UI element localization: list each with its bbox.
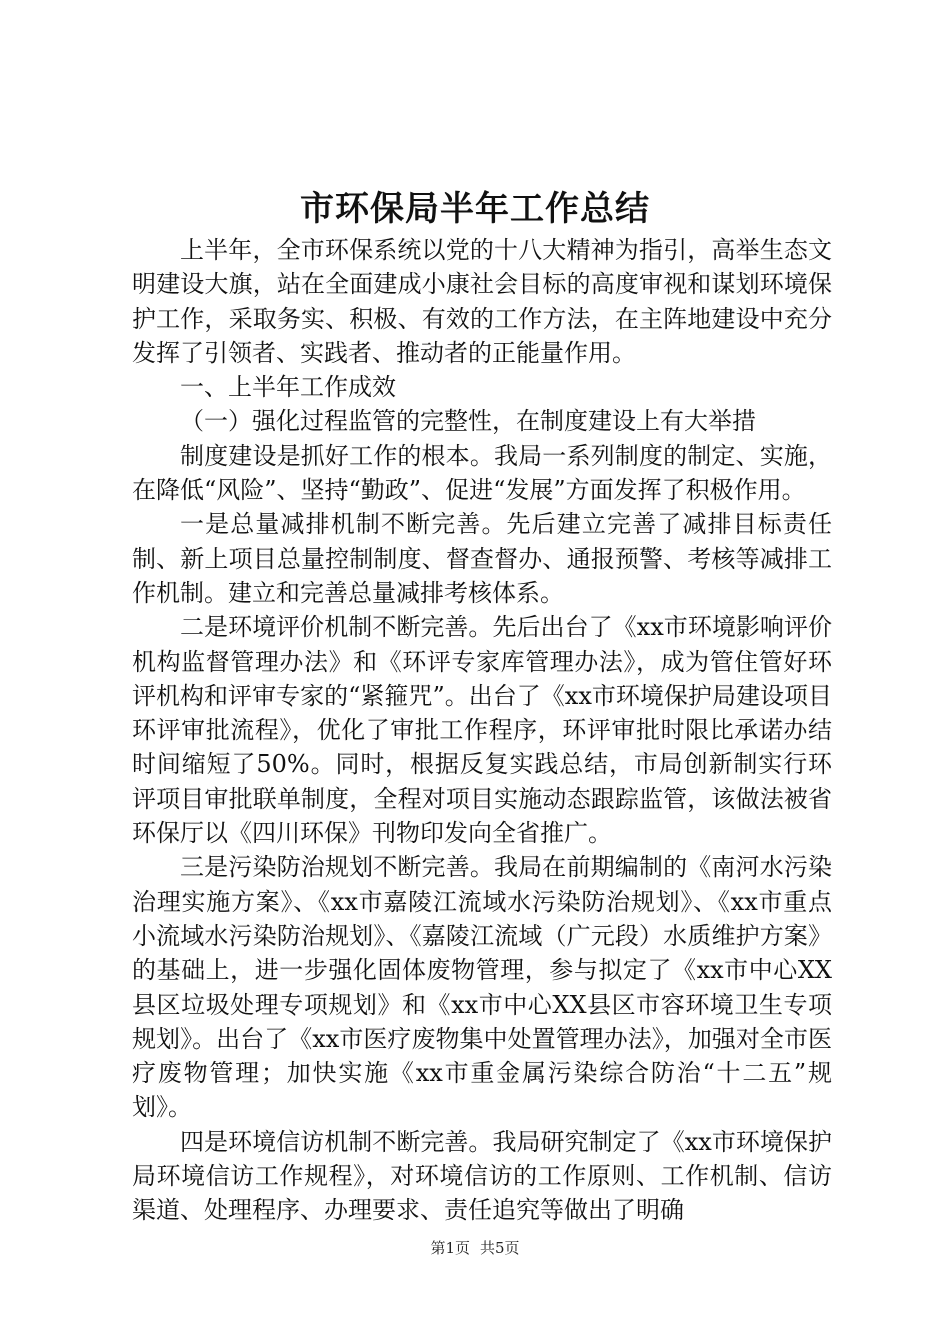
section-heading-achievements: 一、上半年工作成效 (180, 373, 396, 402)
paragraph-petition-mechanism: 四是环境信访机制不断完善。我局研究制定了《xx市环境保护局环境信访工作规程》，对环境信访的工作原则、工作机制、信访渠道、处理程序、办理要求、责任追究等做出了明确 (132, 1127, 832, 1225)
page-number: 第1页 (430, 1239, 470, 1257)
paragraph-intro: 上半年，全市环保系统以党的十八大精神为指引，高举生态文明建设大旗，站在全面建成小康社会目标的高度审视和谋划环境保护工作，采取务实、积极、有效的工作方法，在主阵地建设中充分发挥了引领者、实践者、推动者的正能量作用。 (132, 236, 832, 367)
paragraph-pollution-planning: 三是污染防治规划不断完善。我局在前期编制的《南河水污染治理实施方案》、《xx市嘉陵江流域水污染防治规划》、《xx市重点小流域水污染防治规划》、《嘉陵江流域（广元段）水质维护方案》的基础上，进一步强化固体废物管理，参与拟定了《xx市中心XX县区垃圾处理专项规划》和《xx市中心XX县区市容环境卫生专项规划》。出台了《xx市医疗废物集中处置管理办法》，加强对全市医疗废物管理；加快实施《xx市重金属污染综合防治“十二五”规划》。 (132, 853, 832, 1122)
paragraph-system-building: 制度建设是抓好工作的根本。我局一系列制度的制定、实施，在降低“风险”、坚持“勤政”、促进“发展”方面发挥了积极作用。 (132, 441, 832, 505)
page-footer (0, 1238, 950, 1258)
page-total: 共5页 (480, 1239, 520, 1257)
paragraph-environmental-assessment: 二是环境评价机制不断完善。先后出台了《xx市环境影响评价机构监督管理办法》和《环评专家库管理办法》，成为管住管好环评机构和评审专家的“紧箍咒”。出台了《xx市环境保护局建设项目环评审批流程》，优化了审批工作程序，环评审批时限比承诺办结时间缩短了50%。同时，根据反复实践总结，市局创新制实行环评项目审批联单制度，全程对项目实施动态跟踪监管，该做法被省环保厅以《四川环保》刊物印发向全省推广。 (132, 613, 832, 848)
document-body (132, 233, 832, 1228)
paragraph-emission-reduction: 一是总量减排机制不断完善。先后建立完善了减排目标责任制、新上项目总量控制制度、督查督办、通报预警、考核等减排工作机制。建立和完善总量减排考核体系。 (132, 510, 832, 607)
subsection-heading-supervision: （一）强化过程监管的完整性，在制度建设上有大举措 (180, 407, 756, 436)
document-title: 市环保局半年工作总结 (300, 189, 650, 229)
